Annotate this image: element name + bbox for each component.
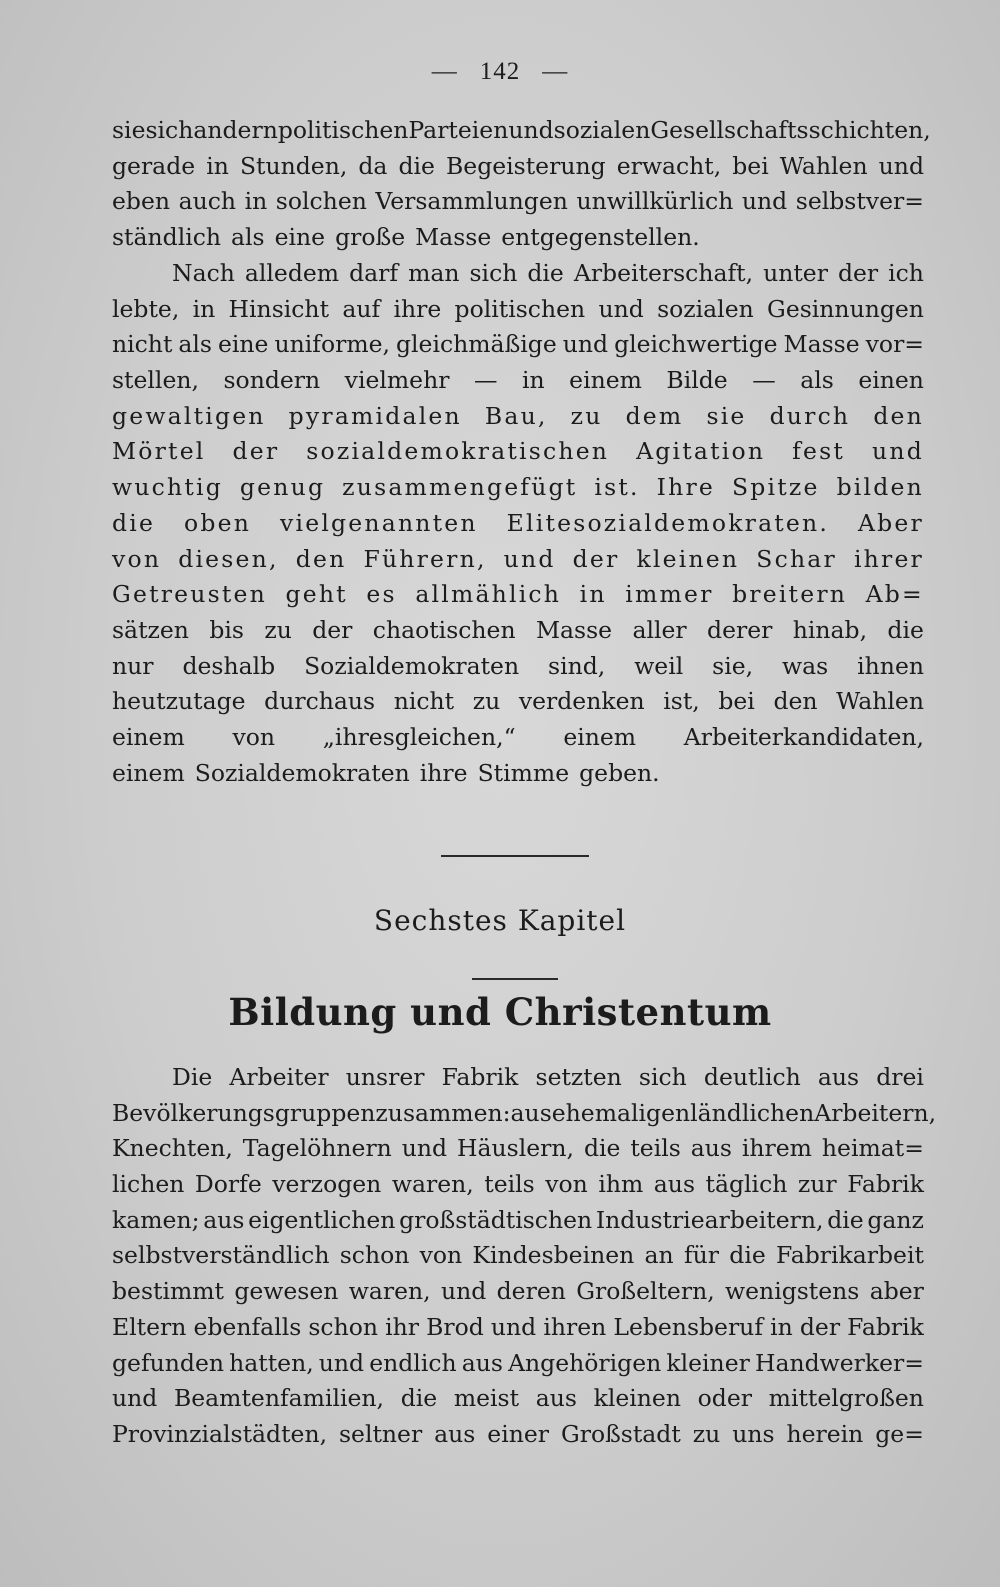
word: sätzen: [112, 615, 189, 644]
word: Mörtel: [112, 437, 206, 466]
word: einer: [487, 1419, 549, 1448]
page-header: [0, 58, 1000, 86]
word: mittelgroßen: [768, 1384, 924, 1413]
word: ihrer: [853, 544, 924, 573]
word: sie: [112, 116, 146, 144]
word: unwillkürlich: [576, 187, 734, 216]
text-line: [112, 256, 924, 292]
word: die: [527, 259, 564, 287]
word: diesen,: [178, 544, 279, 573]
word: nicht: [393, 687, 455, 716]
word: ihre: [419, 758, 468, 787]
word: gefunden: [112, 1348, 225, 1377]
word: sind,: [548, 651, 606, 680]
word: Nach: [172, 259, 235, 287]
word: aus: [434, 1419, 476, 1448]
word: Großstadt: [560, 1419, 681, 1448]
word: nur: [112, 651, 154, 680]
word: von: [232, 722, 276, 751]
word: Bau,: [484, 401, 548, 430]
chapter-label: Sechstes Kapitel: [373, 904, 627, 937]
word: Sozialdemokraten: [304, 651, 520, 680]
word: als: [178, 330, 212, 359]
word: Fabrik: [847, 1170, 924, 1199]
word: Stimme: [477, 758, 570, 787]
word: —: [473, 366, 498, 395]
word: zusammengefügt: [342, 473, 578, 502]
word: großstädtischen: [399, 1205, 593, 1234]
word: selbstverständlich: [112, 1241, 330, 1270]
word: auch: [178, 187, 237, 216]
word: gewaltigen: [112, 401, 266, 430]
word: immer: [625, 580, 714, 609]
word: zu: [472, 687, 501, 716]
word: den: [295, 544, 347, 573]
word: wuchtig: [112, 473, 223, 502]
word: unsrer: [345, 1063, 425, 1091]
word: chaotischen: [372, 615, 516, 644]
word: und: [562, 330, 609, 359]
text-line: [112, 1167, 924, 1203]
word: was: [782, 651, 829, 680]
word: Gesinnungen: [767, 294, 924, 323]
word: Fabrik: [441, 1063, 519, 1091]
word: selbstver=: [795, 187, 924, 216]
word: vielmehr: [344, 366, 450, 395]
word: Arbeitern,: [814, 1098, 937, 1127]
text-line: [112, 542, 924, 578]
word: Begeisterung: [446, 151, 606, 180]
word: zu: [692, 1419, 721, 1448]
word: Häuslern,: [457, 1134, 574, 1163]
word: fest: [792, 437, 846, 466]
word: setzten: [535, 1063, 622, 1091]
word: kleinen: [636, 544, 740, 573]
text-line: [112, 1310, 924, 1346]
word: Arbeiterkandidaten,: [683, 722, 924, 751]
word: Beamtenfamilien,: [174, 1384, 385, 1413]
word: deutlich: [703, 1063, 801, 1091]
paragraph-1: [112, 113, 931, 256]
word: Stunden,: [239, 151, 348, 180]
header-dash-right: —: [542, 58, 569, 85]
word: Parteien: [408, 116, 509, 144]
word: heimat=: [821, 1134, 924, 1163]
text-line: [112, 577, 924, 613]
word: deshalb: [182, 651, 276, 680]
word: ganz: [867, 1205, 924, 1234]
word: Wahlen: [779, 151, 868, 180]
word: sich: [469, 259, 518, 287]
word: aus: [510, 1098, 552, 1127]
word: meist: [453, 1384, 520, 1413]
section-divider: [441, 855, 589, 857]
word: Ihre: [656, 473, 716, 502]
word: hinab,: [792, 615, 868, 644]
text-line: [112, 1417, 924, 1453]
chapter-rule: [472, 978, 558, 980]
word: an: [644, 1241, 674, 1270]
word: für: [683, 1241, 720, 1270]
word: waren,: [348, 1277, 431, 1306]
word: sondern: [223, 366, 321, 395]
word: heutzutage: [112, 687, 246, 716]
text-line: [112, 434, 924, 470]
text-line: [112, 1381, 924, 1417]
chapter-title: Bildung und Christentum: [228, 990, 772, 1034]
word: gewesen: [234, 1277, 339, 1306]
word: uns: [732, 1419, 775, 1448]
word: Masse: [535, 615, 613, 644]
word: Tagelöhnern: [242, 1134, 392, 1163]
word: zu: [570, 401, 603, 430]
word: vielgenannten: [280, 508, 478, 537]
word: ihren: [543, 1312, 607, 1341]
word: es: [366, 580, 397, 609]
word: Die: [172, 1063, 213, 1091]
word: durchaus: [264, 687, 376, 716]
word: von: [545, 1170, 588, 1199]
text-line: [112, 1346, 924, 1382]
word: vor=: [865, 330, 924, 359]
word: Aber: [858, 508, 924, 537]
word: einem: [112, 758, 185, 787]
word: Masse: [415, 223, 492, 252]
word: als: [800, 366, 834, 395]
text-line: [112, 506, 924, 542]
word: Arbeiterschaft,: [573, 259, 754, 287]
text-line: [112, 470, 924, 506]
word: ihnen: [857, 651, 924, 680]
word: sich: [638, 1063, 687, 1091]
word: schon: [339, 1241, 410, 1270]
word: derer: [707, 615, 773, 644]
word: Lebensberuf: [613, 1312, 764, 1341]
word: in: [192, 294, 216, 323]
word: teils: [630, 1134, 681, 1163]
word: ist,: [663, 687, 700, 716]
word: ist.: [594, 473, 640, 502]
text-line: [112, 649, 924, 685]
word: gleichmäßige: [396, 330, 557, 359]
word: wenigstens: [725, 1277, 860, 1306]
word: von: [419, 1241, 463, 1270]
word: sich: [145, 116, 194, 144]
text-line: [112, 1060, 924, 1096]
word: Brod: [426, 1312, 484, 1341]
text-line: [112, 1131, 924, 1167]
word: und: [318, 1348, 365, 1377]
word: herein: [786, 1419, 864, 1448]
text-line: [112, 1096, 937, 1132]
text-line: [112, 1238, 924, 1274]
text-line: [112, 1274, 924, 1310]
word: Elitesozialdemokraten.: [506, 508, 830, 537]
word: und: [112, 1384, 158, 1413]
header-dash-left: —: [431, 58, 458, 85]
word: der: [572, 544, 620, 573]
word: eben: [112, 187, 170, 216]
word: Handwerker=: [754, 1348, 924, 1377]
word: eigentlichen: [248, 1205, 396, 1234]
word: verdenken: [518, 687, 645, 716]
word: Knechten,: [112, 1134, 233, 1163]
text-line: [112, 113, 931, 149]
word: da: [358, 151, 388, 180]
word: bilden: [836, 473, 924, 502]
word: endlich: [369, 1348, 457, 1377]
word: Hinsicht: [228, 294, 330, 323]
text-line: [112, 327, 924, 363]
word: als: [231, 223, 265, 252]
word: einen: [858, 366, 924, 395]
word: ihr: [385, 1312, 419, 1341]
word: die: [400, 1384, 438, 1413]
word: ländlichen: [690, 1098, 815, 1127]
word: Bevölkerungsgruppen: [112, 1098, 376, 1127]
word: gleichwertige: [614, 330, 778, 359]
word: oben: [184, 508, 252, 537]
word: „ihresgleichen,“: [322, 722, 516, 751]
text-line: [112, 399, 924, 435]
word: sie: [706, 401, 747, 430]
word: bis: [209, 615, 244, 644]
word: Wahlen: [836, 687, 924, 716]
word: lebte,: [112, 294, 180, 323]
word: ihm: [598, 1170, 644, 1199]
word: breitern: [732, 580, 848, 609]
word: Versammlungen: [375, 187, 568, 216]
word: in: [579, 580, 607, 609]
word: der: [837, 259, 879, 287]
word: darf: [349, 259, 399, 287]
word: geben.: [579, 758, 660, 787]
word: kleiner: [666, 1348, 750, 1377]
word: stellen,: [112, 366, 199, 395]
word: ge=: [875, 1419, 924, 1448]
word: bei: [732, 151, 769, 180]
word: die: [887, 615, 924, 644]
word: schon: [308, 1312, 379, 1341]
word: lichen: [112, 1170, 185, 1199]
word: uniforme,: [274, 330, 390, 359]
word: seltner: [339, 1419, 423, 1448]
word: und: [598, 294, 644, 323]
word: Dorfe: [194, 1170, 262, 1199]
word: kleinen: [593, 1384, 681, 1413]
word: nicht: [112, 330, 173, 359]
word: bei: [718, 687, 755, 716]
word: ebenfalls: [193, 1312, 302, 1341]
word: der: [312, 615, 353, 644]
word: verzogen: [272, 1170, 382, 1199]
word: teils: [484, 1170, 535, 1199]
word: in: [244, 187, 268, 216]
word: aber: [869, 1277, 924, 1306]
word: Gesellschaftsschichten,: [650, 116, 931, 144]
word: in: [770, 1312, 793, 1341]
word: und: [503, 544, 556, 573]
word: den: [773, 687, 818, 716]
word: einem: [563, 722, 637, 751]
word: ständlich: [112, 223, 222, 252]
word: der: [799, 1312, 841, 1341]
word: bestimmt: [112, 1277, 224, 1306]
word: politischen: [454, 294, 586, 323]
word: einem: [112, 722, 185, 751]
word: sozialdemokratischen: [306, 437, 610, 466]
word: durch: [769, 401, 851, 430]
text-line: [112, 363, 924, 399]
word: die: [729, 1241, 766, 1270]
word: unter: [763, 259, 828, 287]
word: drei: [876, 1063, 924, 1091]
word: und: [490, 1312, 537, 1341]
word: und: [878, 151, 924, 180]
word: eine: [218, 330, 269, 359]
word: und: [741, 187, 788, 216]
word: Fabrikarbeit: [776, 1241, 924, 1270]
word: Provinzialstädten,: [112, 1419, 328, 1448]
word: einem: [569, 366, 642, 395]
word: —: [752, 366, 776, 395]
word: Agitation: [636, 437, 766, 466]
word: genug: [239, 473, 326, 502]
word: erwacht,: [616, 151, 722, 180]
word: aus: [535, 1384, 577, 1413]
text-line: [112, 220, 924, 256]
text-line: [112, 684, 924, 720]
word: die: [112, 508, 156, 537]
word: solchen: [275, 187, 367, 216]
word: Arbeiter: [229, 1063, 329, 1091]
word: aus: [690, 1134, 732, 1163]
word: ich: [888, 259, 924, 287]
word: und: [872, 437, 924, 466]
paragraph-2: [112, 256, 924, 791]
word: alledem: [244, 259, 340, 287]
text-line: [112, 1203, 924, 1239]
word: Kindesbeinen: [472, 1241, 635, 1270]
word: aus: [653, 1170, 696, 1199]
word: große: [335, 223, 406, 252]
text-line: [112, 756, 924, 792]
text-line: [112, 149, 924, 185]
word: den: [873, 401, 924, 430]
word: der: [232, 437, 280, 466]
word: sozialen: [657, 294, 754, 323]
word: hatten,: [229, 1348, 314, 1377]
word: Sozialdemokraten: [194, 758, 410, 787]
page-number: 142: [479, 58, 521, 85]
word: ihrem: [741, 1134, 812, 1163]
word: die: [827, 1205, 864, 1234]
word: Spitze: [732, 473, 820, 502]
word: entgegenstellen.: [501, 223, 700, 252]
word: auf: [342, 294, 381, 323]
word: waren,: [391, 1170, 474, 1199]
word: ehemaligen: [551, 1098, 691, 1127]
word: man: [408, 259, 460, 287]
word: und: [440, 1277, 487, 1306]
word: zu: [264, 615, 292, 644]
word: pyramidalen: [288, 401, 462, 430]
word: Masse: [783, 330, 860, 359]
word: andern: [193, 116, 278, 144]
word: und: [508, 116, 554, 144]
word: täglich: [705, 1170, 788, 1199]
word: deren: [496, 1277, 566, 1306]
word: oder: [697, 1384, 752, 1413]
word: Schar: [756, 544, 837, 573]
text-line: [112, 613, 924, 649]
word: aus: [203, 1205, 245, 1234]
word: weil: [634, 651, 684, 680]
text-line: [112, 184, 924, 220]
word: kamen;: [112, 1205, 200, 1234]
text-line: [112, 720, 924, 756]
word: sozialen: [553, 116, 651, 144]
word: die: [398, 151, 435, 180]
word: Führern,: [363, 544, 487, 573]
word: in: [521, 366, 545, 395]
word: Industriearbeitern,: [595, 1205, 824, 1234]
word: die: [583, 1134, 621, 1163]
word: aller: [632, 615, 687, 644]
word: Großeltern,: [576, 1277, 715, 1306]
word: geht: [285, 580, 348, 609]
paragraph-3: [112, 1060, 937, 1453]
word: Bilde: [666, 366, 728, 395]
word: ihre: [393, 294, 442, 323]
word: politischen: [277, 116, 409, 144]
word: allmählich: [415, 580, 562, 609]
word: Angehörigen: [508, 1348, 662, 1377]
word: Eltern: [112, 1312, 187, 1341]
word: Getreusten: [112, 580, 267, 609]
word: zusammen:: [375, 1098, 511, 1127]
word: in: [206, 151, 229, 180]
word: sie,: [712, 651, 754, 680]
word: dem: [625, 401, 684, 430]
word: aus: [461, 1348, 503, 1377]
text-line: [112, 292, 924, 328]
word: gerade: [112, 151, 196, 180]
word: von: [112, 544, 162, 573]
word: eine: [274, 223, 326, 252]
word: aus: [817, 1063, 860, 1091]
word: Fabrik: [847, 1312, 924, 1341]
word: zur: [797, 1170, 837, 1199]
word: und: [401, 1134, 448, 1163]
word: Ab=: [865, 580, 924, 609]
